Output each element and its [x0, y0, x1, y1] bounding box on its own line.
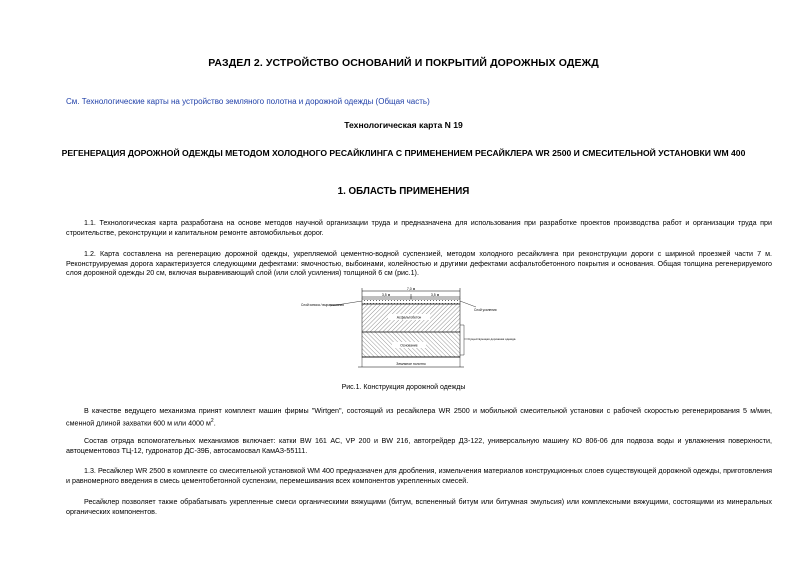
- asphalt-label: Асфальтобетон: [396, 315, 422, 320]
- general-part-link[interactable]: См. Технологические карты на устройство земляного полотна и дорожной одежды (Общая часть): [66, 97, 430, 106]
- section-title: РАЗДЕЛ 2. УСТРОЙСТВО ОСНОВАНИЙ И ПОКРЫТИЙ ДОРОЖНЫХ ОДЕЖД: [208, 57, 599, 69]
- base-label: Основание: [400, 343, 418, 348]
- wearing-layer: [362, 299, 460, 304]
- right-mid-label: Существующая дорожная одежда: [468, 337, 516, 341]
- right-top-label: Слой усиления: [474, 308, 497, 312]
- subsection-title: 1. ОБЛАСТЬ ПРИМЕНЕНИЯ: [337, 186, 470, 197]
- figure-caption: Рис.1. Конструкция дорожной одежды: [341, 384, 466, 391]
- paragraph-machines-text: В качестве ведущего механизма принят комплект машин фирмы "Wirtgen", состоящий из ресайклера WR 2500 и мобильной смесительной установки с рабочей скоростью регенерирования 5 м/мин, сменной длиной захватки 600 м или 4000 м: [66, 407, 772, 427]
- paragraph-auxiliary: Состав отряда вспомогательных механизмов включает: катки BW 161 АС, VP 200 и BW 216, автогрейдер ДЗ-122, универсальную машину КО 806-06 для подвоза воды и увлажнения поверхности, автоцементовоз ТЦ-12, гудронатор ДС-39Б, автосамосвал КамАЗ-55111.: [66, 437, 772, 455]
- subgrade-label: Земляное полотно: [396, 362, 426, 366]
- dim-total-label: 7,0 м: [406, 287, 416, 292]
- card-title: Технологическая карта N 19: [344, 120, 463, 130]
- dim-right-label: 3,5 м: [430, 293, 440, 298]
- document-title: РЕГЕНЕРАЦИЯ ДОРОЖНОЙ ОДЕЖДЫ МЕТОДОМ ХОЛОДНОГО РЕСАЙКЛИНГА С ПРИМЕНЕНИЕМ РЕСАЙКЛЕРА WR 2500 И СМЕСИТЕЛЬНОЙ УСТАНОВКИ WM 400: [61, 148, 746, 158]
- paragraph-1-2: 1.2. Карта составлена на регенерацию дорожной одежды, укрепляемой цементно-водной суспензией, методом холодного ресайклинга при реконструкции дороги с шириной проезжей части 7 м. Реконструируемая дорога характеризуется следующими дефектами: ямочностью, выбоинами, колейностью и другими дефектами асфальтобетонного покрытия и основания. Общая толщина регенерируемого слоя дорожной одежды 20 см, включая выравнивающий слой (или слой усиления) толщиной 6 см (рис.1).: [66, 250, 772, 278]
- left-top-label: Слой износа / выравнивания: [301, 303, 344, 307]
- superscript-2: 2: [210, 417, 214, 424]
- paragraph-1-3: 1.3. Ресайклер WR 2500 в комплекте со смесительной установкой WM 400 предназначен для дробления, измельчения материалов конструкционных слоев существующей дорожной одежды, приготовления и равномерного введения в смесь цементобетонной суспензии, перемешивания всех компонентов укрепленных смесей.: [66, 467, 772, 485]
- pavement-structure-figure: [300, 287, 516, 379]
- dim-left-label: 3,5 м: [381, 293, 391, 298]
- paragraph-machines: [66, 407, 772, 429]
- paragraph-machines-end: .: [213, 418, 216, 427]
- paragraph-recycler: Ресайклер позволяет также обрабатывать укрепленные смеси органическими вяжущими (битум, вспененный битум или битумная эмульсия) или комплексными вяжущими, состоящими из минеральных органических компонентов.: [66, 498, 772, 516]
- paragraph-1-1: 1.1. Технологическая карта разработана на основе методов научной организации труда и предназначена для использования при разработке проектов производства работ и организации труда при строительстве, реконструкции и капитальном ремонте автомобильных дорог.: [66, 219, 772, 237]
